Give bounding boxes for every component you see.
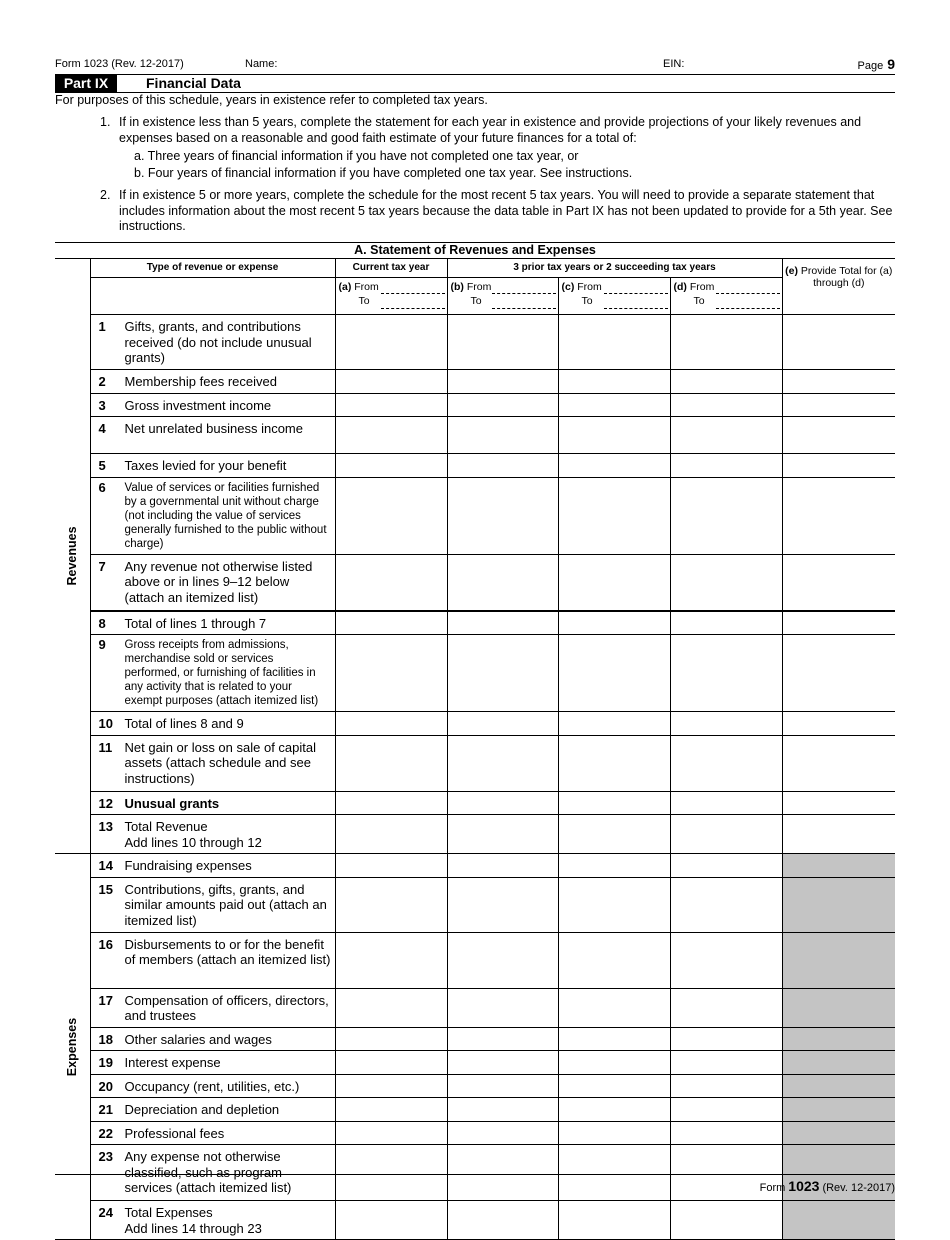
footer-rev: (Rev. 12-2017): [822, 1182, 895, 1194]
item-number: 1.: [100, 115, 111, 129]
line-19-amount-e: [782, 1051, 895, 1075]
line-number: 3: [98, 397, 106, 413]
line-text: Contributions, gifts, grants, and similar amounts paid out (attach an itemized list): [124, 881, 327, 928]
part-title: Financial Data: [146, 75, 241, 91]
line-4-amount-d[interactable]: [670, 417, 782, 454]
period-cell: [670, 278, 782, 315]
line-number: 11: [98, 739, 113, 755]
line-text: Total of lines 8 and 9: [124, 716, 244, 731]
period-from: [674, 280, 780, 294]
line-1-amount-e[interactable]: [782, 315, 895, 370]
instruction-item-2: [100, 188, 900, 235]
line-1-amount-d[interactable]: [670, 315, 782, 370]
revenues-side-label: [55, 259, 90, 854]
line-18-amount-e: [782, 1027, 895, 1051]
name-label: Name:: [245, 58, 278, 70]
line-number: 1: [98, 319, 106, 334]
line-number: 19: [98, 1055, 113, 1070]
line-22-amount-b[interactable]: [447, 1121, 558, 1145]
line-21-amount-b[interactable]: [447, 1098, 558, 1122]
line-10-amount-a[interactable]: [335, 712, 447, 736]
period-from: [562, 280, 668, 294]
line-11-amount-c[interactable]: [558, 735, 670, 791]
line-21-amount-e: [782, 1098, 895, 1122]
line-5-description: [90, 454, 335, 478]
item-number: 2.: [100, 188, 111, 202]
line-7-amount-d[interactable]: [670, 554, 782, 611]
line-number: 12: [98, 795, 113, 811]
footer-form-word: Form: [759, 1182, 786, 1194]
line-3-amount-d[interactable]: [670, 393, 782, 417]
line-24-amount-e: [782, 1201, 895, 1240]
to-date-field[interactable]: [492, 308, 556, 309]
line-16-amount-b[interactable]: [447, 932, 558, 988]
page-header: [55, 56, 895, 72]
from-label: From: [354, 281, 379, 293]
line-11-description: [90, 735, 335, 791]
line-number: 9: [98, 637, 106, 652]
line-17-amount-c[interactable]: [558, 988, 670, 1027]
to-date-field[interactable]: [716, 308, 780, 309]
line-text: Professional fees: [124, 1125, 225, 1141]
line-4-amount-b[interactable]: [447, 417, 558, 454]
line-text: Depreciation and depletion: [124, 1102, 280, 1117]
line-19-amount-d[interactable]: [670, 1051, 782, 1075]
line-12-description: [90, 791, 335, 815]
page-label: Page: [857, 60, 884, 72]
line-15-amount-a[interactable]: [335, 877, 447, 932]
from-label: From: [689, 281, 715, 293]
line-5-amount-b[interactable]: [447, 454, 558, 478]
line-text: Net gain or loss on sale of capital assets (attach schedule and see instructions): [124, 739, 316, 786]
line-text: Gifts, grants, and contributions received (do not include unusual grants): [124, 319, 312, 365]
line-4-description: [90, 417, 335, 454]
line-21-amount-c[interactable]: [558, 1098, 670, 1122]
line-5-amount-c[interactable]: [558, 454, 670, 478]
line-number: 21: [98, 1102, 113, 1117]
col-current-header: Current tax year: [335, 259, 447, 278]
line-13-amount-a[interactable]: [335, 815, 447, 854]
line-4-amount-a[interactable]: [335, 417, 447, 454]
line-14-amount-d[interactable]: [670, 854, 782, 878]
line-8-amount-b[interactable]: [447, 611, 558, 635]
line-text: Membership fees received: [124, 374, 277, 389]
line-7-amount-e[interactable]: [782, 554, 895, 611]
line-text: Interest expense: [124, 1055, 221, 1070]
line-14-amount-b[interactable]: [447, 854, 558, 878]
period-to: To: [470, 295, 482, 307]
line-number: 17: [98, 992, 113, 1008]
line-1-amount-c[interactable]: [558, 315, 670, 370]
line-20-amount-e: [782, 1074, 895, 1098]
section-title: A. Statement of Revenues and Expenses: [55, 243, 895, 259]
line-18-amount-b[interactable]: [447, 1027, 558, 1051]
line-10-amount-e[interactable]: [782, 712, 895, 736]
line-text: Taxes levied for your benefit: [124, 458, 287, 473]
item-text: If in existence 5 or more years, complete the schedule for the most recent 5 tax years. You will need to provide a separate statement that includes information about the most recent 5 tax years because the data table in Part IX has not been updated to provide for a 5th year. See instructions.: [119, 188, 893, 233]
instruction-item-1a: a. Three years of financial information if you have not completed one tax year, or: [134, 149, 579, 163]
line-9-amount-e[interactable]: [782, 635, 895, 712]
line-20-amount-d[interactable]: [670, 1074, 782, 1098]
line-21-description: [90, 1098, 335, 1122]
period-cell: [447, 278, 558, 315]
line-1-description: [90, 315, 335, 370]
line-20-amount-b[interactable]: [447, 1074, 558, 1098]
line-2-amount-a[interactable]: [335, 370, 447, 394]
line-number: 20: [98, 1078, 113, 1094]
line-18-amount-c[interactable]: [558, 1027, 670, 1051]
line-text: Gross investment income: [124, 397, 272, 413]
line-22-amount-e: [782, 1121, 895, 1145]
line-22-amount-a[interactable]: [335, 1121, 447, 1145]
line-11-amount-b[interactable]: [447, 735, 558, 791]
line-10-amount-c[interactable]: [558, 712, 670, 736]
line-number: 5: [98, 458, 106, 473]
line-6-description: [90, 477, 335, 554]
line-20-amount-c[interactable]: [558, 1074, 670, 1098]
line-text: Any revenue not otherwise listed above or in lines 9–12 below (attach an itemized list): [124, 558, 313, 605]
period-to: To: [358, 295, 370, 307]
page-indicator: [858, 56, 896, 72]
line-number: 16: [98, 936, 113, 952]
line-11-amount-e[interactable]: [782, 735, 895, 791]
line-10-amount-b[interactable]: [447, 712, 558, 736]
to-date-field[interactable]: [604, 308, 668, 309]
period-to: To: [581, 295, 593, 307]
line-12-amount-a[interactable]: [335, 791, 447, 815]
line-17-amount-b[interactable]: [447, 988, 558, 1027]
line-text: Disbursements to or for the benefit of members (attach an itemized list): [124, 936, 331, 967]
line-text: Any expense not otherwise classified, such as program services (attach itemized list): [124, 1149, 292, 1195]
line-24-description: [90, 1201, 335, 1240]
line-13-amount-d[interactable]: [670, 815, 782, 854]
line-8-description: [90, 611, 335, 635]
line-12-amount-d[interactable]: [670, 791, 782, 815]
line-number: 24: [98, 1205, 113, 1220]
line-4-amount-c[interactable]: [558, 417, 670, 454]
line-14-amount-e: [782, 854, 895, 878]
line-number: 22: [98, 1125, 113, 1141]
line-17-amount-a[interactable]: [335, 988, 447, 1027]
line-16-amount-c[interactable]: [558, 932, 670, 988]
line-3-description: [90, 393, 335, 417]
line-text: Other salaries and wages: [124, 1031, 272, 1047]
line-number: 7: [98, 558, 106, 574]
line-15-amount-c[interactable]: [558, 877, 670, 932]
line-19-amount-a[interactable]: [335, 1051, 447, 1075]
line-16-amount-a[interactable]: [335, 932, 447, 988]
line-13-amount-b[interactable]: [447, 815, 558, 854]
part-badge: Part IX: [55, 75, 117, 92]
period-from: [451, 280, 556, 294]
line-3-amount-b[interactable]: [447, 393, 558, 417]
line-17-amount-d[interactable]: [670, 988, 782, 1027]
part-heading: [55, 75, 895, 93]
line-15-amount-d[interactable]: [670, 877, 782, 932]
line-number: 13: [98, 819, 113, 834]
line-6-amount-a[interactable]: [335, 477, 447, 554]
line-21-amount-a[interactable]: [335, 1098, 447, 1122]
line-17-amount-e: [782, 988, 895, 1027]
line-4-amount-e[interactable]: [782, 417, 895, 454]
line-2-description: [90, 370, 335, 394]
line-text: Total Revenue Add lines 10 through 12: [124, 819, 262, 850]
line-2-amount-c[interactable]: [558, 370, 670, 394]
period-letter: (c): [561, 281, 575, 293]
line-12-amount-e[interactable]: [782, 791, 895, 815]
intro-lead: For purposes of this schedule, years in existence refer to completed tax years.: [55, 93, 488, 107]
line-number: 4: [98, 421, 106, 436]
line-18-amount-d[interactable]: [670, 1027, 782, 1051]
line-3-amount-a[interactable]: [335, 393, 447, 417]
line-17-description: [90, 988, 335, 1027]
line-8-amount-c[interactable]: [558, 611, 670, 635]
page-footer: [55, 1174, 895, 1193]
header-blank: [90, 278, 335, 315]
col-type-header: Type of revenue or expense: [90, 259, 335, 278]
from-date-field[interactable]: [604, 293, 668, 294]
line-24-amount-b[interactable]: [447, 1201, 558, 1240]
line-number: 18: [98, 1031, 113, 1047]
from-label: From: [466, 281, 492, 293]
line-7-amount-a[interactable]: [335, 554, 447, 611]
period-letter: (b): [450, 281, 464, 293]
line-number: 2: [98, 374, 106, 389]
line-12-amount-c[interactable]: [558, 791, 670, 815]
line-text: Value of services or facilities furnished by a governmental unit without charge (not including the value of services generally furnished to the public without charge): [124, 481, 327, 550]
line-6-amount-b[interactable]: [447, 477, 558, 554]
line-text: Gross receipts from admissions, merchandise sold or services performed, or furnishing of facilities in any activity that is related to your exempt purposes (attach itemized list): [124, 639, 319, 707]
line-18-amount-a[interactable]: [335, 1027, 447, 1051]
line-3-amount-e[interactable]: [782, 393, 895, 417]
from-date-field[interactable]: [381, 293, 445, 294]
period-letter: (a): [338, 281, 352, 293]
instructions: [55, 93, 895, 233]
line-2-amount-e[interactable]: [782, 370, 895, 394]
footer-form: [760, 1178, 895, 1194]
line-15-description: [90, 877, 335, 932]
from-date-field[interactable]: [492, 293, 556, 294]
line-9-amount-d[interactable]: [670, 635, 782, 712]
line-5-amount-d[interactable]: [670, 454, 782, 478]
line-19-description: [90, 1051, 335, 1075]
line-3-amount-c[interactable]: [558, 393, 670, 417]
line-8-amount-a[interactable]: [335, 611, 447, 635]
expenses-label: Expenses: [65, 1017, 80, 1076]
line-16-amount-d[interactable]: [670, 932, 782, 988]
line-text: Total of lines 1 through 7: [124, 615, 267, 631]
col-e-header: [782, 259, 895, 315]
line-text: Fundraising expenses: [124, 858, 252, 873]
period-cell: [558, 278, 670, 315]
line-text: Total Expenses Add lines 14 through 23: [124, 1205, 262, 1236]
line-10-amount-d[interactable]: [670, 712, 782, 736]
col-prior-header: 3 prior tax years or 2 succeeding tax years: [447, 259, 782, 278]
line-1-amount-a[interactable]: [335, 315, 447, 370]
line-10-description: [90, 712, 335, 736]
line-number: 14: [98, 858, 113, 873]
line-6-amount-e[interactable]: [782, 477, 895, 554]
line-15-amount-e: [782, 877, 895, 932]
financial-data-table: [55, 242, 895, 1240]
line-6-amount-d[interactable]: [670, 477, 782, 554]
line-22-amount-d[interactable]: [670, 1121, 782, 1145]
line-16-amount-e: [782, 932, 895, 988]
line-16-description: [90, 932, 335, 988]
line-text: Occupancy (rent, utilities, etc.): [124, 1078, 300, 1094]
instruction-item-1: [100, 115, 900, 146]
line-number: 8: [98, 615, 106, 631]
period-from: [339, 280, 445, 294]
line-22-amount-c[interactable]: [558, 1121, 670, 1145]
line-11-amount-a[interactable]: [335, 735, 447, 791]
col-e-letter: (e): [785, 265, 798, 277]
line-7-description: [90, 554, 335, 611]
line-2-amount-d[interactable]: [670, 370, 782, 394]
line-14-amount-c[interactable]: [558, 854, 670, 878]
line-text: Net unrelated business income: [124, 421, 303, 436]
line-20-amount-a[interactable]: [335, 1074, 447, 1098]
line-22-description: [90, 1121, 335, 1145]
line-5-amount-a[interactable]: [335, 454, 447, 478]
page-number: 9: [887, 56, 895, 72]
line-20-description: [90, 1074, 335, 1098]
line-1-amount-b[interactable]: [447, 315, 558, 370]
line-19-amount-b[interactable]: [447, 1051, 558, 1075]
ein-label: EIN:: [663, 58, 685, 70]
period-cell: [335, 278, 447, 315]
line-21-amount-d[interactable]: [670, 1098, 782, 1122]
line-number: 6: [98, 479, 106, 495]
line-18-description: [90, 1027, 335, 1051]
from-date-field[interactable]: [716, 293, 780, 294]
line-7-amount-c[interactable]: [558, 554, 670, 611]
line-number: 15: [98, 881, 113, 897]
line-9-description: [90, 635, 335, 712]
line-15-amount-b[interactable]: [447, 877, 558, 932]
from-label: From: [577, 281, 602, 293]
line-14-amount-a[interactable]: [335, 854, 447, 878]
line-number: 23: [98, 1149, 113, 1164]
line-24-amount-d[interactable]: [670, 1201, 782, 1240]
item-text: If in existence less than 5 years, complete the statement for each year in existence and provide projections of your likely revenues and expenses based on a reasonable and good faith estimate of your future finances for a total of:: [119, 115, 862, 145]
period-to: To: [693, 295, 705, 307]
line-number: 10: [98, 716, 113, 731]
line-text: Compensation of officers, directors, and trustees: [124, 992, 329, 1023]
line-7-amount-b[interactable]: [447, 554, 558, 611]
period-letter: (d): [673, 281, 687, 293]
line-2-amount-b[interactable]: [447, 370, 558, 394]
footer-form-number: 1023: [788, 1178, 820, 1194]
line-19-amount-c[interactable]: [558, 1051, 670, 1075]
line-14-description: [90, 854, 335, 878]
line-13-amount-c[interactable]: [558, 815, 670, 854]
line-5-amount-e[interactable]: [782, 454, 895, 478]
line-9-amount-a[interactable]: [335, 635, 447, 712]
line-9-amount-b[interactable]: [447, 635, 558, 712]
line-6-amount-c[interactable]: [558, 477, 670, 554]
line-13-description: [90, 815, 335, 854]
line-9-amount-c[interactable]: [558, 635, 670, 712]
revenues-label: Revenues: [65, 526, 80, 586]
line-24-amount-a[interactable]: [335, 1201, 447, 1240]
to-date-field[interactable]: [381, 308, 445, 309]
col-e-text: Provide Total for (a) through (d): [800, 265, 893, 289]
line-8-amount-e[interactable]: [782, 611, 895, 635]
line-24-amount-c[interactable]: [558, 1201, 670, 1240]
line-11-amount-d[interactable]: [670, 735, 782, 791]
line-8-amount-d[interactable]: [670, 611, 782, 635]
line-12-amount-b[interactable]: [447, 791, 558, 815]
instruction-item-1b: b. Four years of financial information if you have completed one tax year. See instructions.: [134, 166, 633, 180]
line-13-amount-e[interactable]: [782, 815, 895, 854]
form-id: Form 1023 (Rev. 12-2017): [55, 58, 184, 70]
line-text: Unusual grants: [124, 795, 220, 811]
